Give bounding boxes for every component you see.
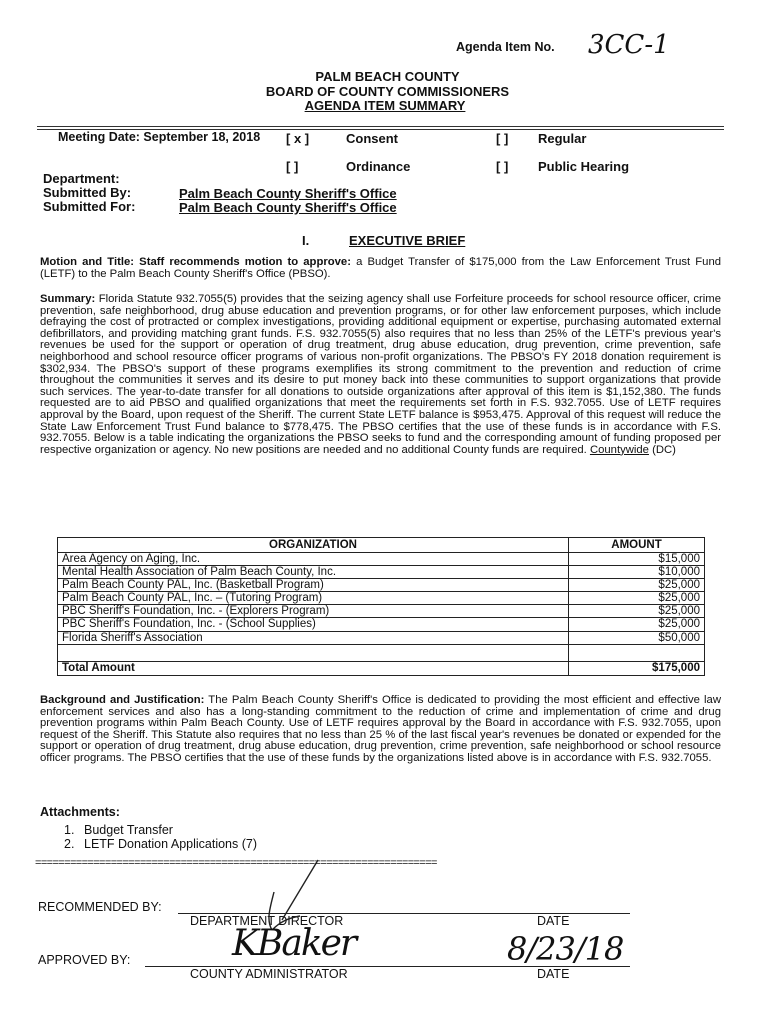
approved-signature: KBaker (232, 923, 356, 964)
table-row (58, 605, 705, 618)
table-row (58, 566, 705, 579)
background-label: Background and Justification: (40, 694, 205, 706)
motion-label: Motion and Title: Staff recommends motion to approve: (40, 256, 351, 268)
table-blank-row (58, 644, 705, 661)
list-item-number: 2. (64, 836, 75, 851)
ordinance-checkbox: [ ] (286, 159, 299, 174)
approved-by-label: APPROVED BY: (38, 953, 131, 967)
section-number: I. (302, 233, 310, 248)
total-label: Total Amount (58, 661, 569, 675)
organization-header: ORGANIZATION (58, 538, 569, 553)
approved-date-handwritten: 8/23/18 (507, 930, 624, 968)
submitted-for-value: Palm Beach County Sheriff's Office (179, 200, 397, 215)
blank-cell (58, 644, 569, 661)
list-item-text: LETF Donation Applications (7) (84, 836, 258, 851)
summary-text: Florida Statute 932.7055(5) provides that the seizing agency shall use Forfeiture proceeds for school resource officer, crime prevention, safe neighborhood, drug abuse education and prevention programs, or for other law enforcement purposes, which include defraying the cost of protracted or complex investigations, providing additional equipment or expertise, purchasing automated external defibrillators, and providing matching grant funds. F.S. 932.7055(5) also requires that no less than 25% of the LETF's previous year's revenues be used for the support or operation of drug treatment, drug abuse education, drug prevention, crime prevention, safe neighborhood and school resource officer programs of various non-profit organizations. The PBSO's FY 2018 donation requirement is $302,934. The PBSO's support of these programs exemplifies its strong commitment to the prevention and reduction of crime throughout the communities it serves and its desire to put money back into these communities to support organizations that provide such services. The year-to-date transfer for all donations to outside organizations after approval of this item is $1,152,380. The funds requested are to aid PBSO and qualified organizations that meet the requirements set forth in F.S. 932.7055. Use of LETF requires approval by the Board, upon request of the Sheriff. The current State LETF balance is $953,475. Approval of this request will reduce the State Law Enforcement Trust Fund balance to $778,475. The PBSO certifies that the use of these funds is in accordance with F.S. 932.7055. Below is a table indicating the organizations the PBSO seeks to fund and the corresponding amount of funding proposed per respective organization or agency. No new positions are needed and no additional County funds are required. (40, 293, 721, 456)
public-hearing-checkbox: [ ] (496, 159, 509, 174)
organization-cell: PBC Sheriff's Foundation, Inc. - (School Supplies) (58, 618, 569, 631)
submitted-for-label: Submitted For: (43, 199, 136, 214)
summary-paragraph (40, 294, 721, 456)
consent-checkbox: [ x ] (286, 131, 310, 146)
amount-header: AMOUNT (569, 538, 705, 553)
summary-title: AGENDA ITEM SUMMARY (304, 98, 466, 114)
meeting-date: Meeting Date: September 18, 2018 (58, 130, 261, 144)
amount-cell: $15,000 (569, 553, 705, 566)
list-item (64, 824, 257, 838)
amount-cell: $25,000 (569, 618, 705, 631)
organization-cell: Palm Beach County PAL, Inc. – (Tutoring Program) (58, 592, 569, 605)
amount-cell: $25,000 (569, 579, 705, 592)
regular-label: Regular (538, 131, 587, 146)
amount-cell: $50,000 (569, 631, 705, 644)
amount-cell: $25,000 (569, 605, 705, 618)
date-label-2: DATE (537, 967, 570, 981)
summary-tail: (DC) (648, 443, 676, 456)
department-label: Department: (43, 171, 120, 186)
funding-table (57, 537, 705, 676)
organization-cell: Area Agency on Aging, Inc. (58, 553, 569, 566)
agenda-item-number: 3CC-1 (588, 30, 670, 60)
amount-cell: $25,000 (569, 592, 705, 605)
public-hearing-label: Public Hearing (538, 159, 630, 174)
motion-text: a Budget Transfer of $175,000 from the Law Enforcement Trust Fund (LETF) to the Palm Beach County Sheriff's Office (PBSO). (40, 256, 722, 280)
countywide-text: Countywide (589, 443, 649, 456)
document-header (0, 70, 770, 114)
motion-paragraph (40, 257, 721, 280)
submitted-by-value: Palm Beach County Sheriff's Office (179, 186, 397, 201)
table-total-row (58, 661, 705, 675)
submitted-by-label: Submitted By: (43, 185, 132, 200)
county-administrator-label: COUNTY ADMINISTRATOR (190, 967, 348, 981)
ordinance-label: Ordinance (346, 159, 411, 174)
blank-cell (569, 644, 705, 661)
organization-cell: Mental Health Association of Palm Beach County, Inc. (58, 566, 569, 579)
amount-cell: $10,000 (569, 566, 705, 579)
table-header-row (58, 538, 705, 553)
board-name: BOARD OF COUNTY COMMISSIONERS (265, 83, 510, 99)
summary-label: Summary: (40, 293, 96, 305)
total-amount: $175,000 (569, 661, 705, 675)
table-row (58, 618, 705, 631)
organization-cell: Palm Beach County PAL, Inc. (Basketball Program) (58, 579, 569, 592)
consent-label: Consent (346, 131, 398, 146)
attachments-list (64, 824, 257, 851)
header-rule-top (37, 126, 724, 127)
list-item-number: 1. (64, 823, 75, 837)
table-row (58, 592, 705, 605)
recommended-by-label: RECOMMENDED BY: (38, 900, 162, 914)
regular-checkbox: [ ] (496, 131, 509, 146)
list-item-text: Budget Transfer (84, 823, 173, 837)
table-row (58, 631, 705, 644)
date-label-1: DATE (537, 914, 570, 928)
list-item (64, 838, 257, 852)
section-title: EXECUTIVE BRIEF (349, 233, 466, 248)
background-text: The Palm Beach County Sheriff's Office is dedicated to providing the most efficient and effective law enforcement services and also has a long-standing commitment to the reduction of crime and implementation of crime and drug prevention programs within Palm Beach County. Use of LETF requires approval by the Board in accordance with F.S. 932.7055, upon request of the Sheriff. This Statute also requires that no less than 25 % of the last fiscal year's revenues be donated or expended for the support or operation of drug treatment, drug abuse education, drug prevention, crime prevention, safe neighborhood or school resource officer programs. The PBSO certifies that the use of these funds by the organizations listed above is in accordance with F.S. 932.7055. (40, 694, 721, 764)
attachments-label: Attachments: (40, 805, 120, 819)
table-row (58, 553, 705, 566)
agenda-item-label: Agenda Item No. (456, 40, 555, 54)
county-name: PALM BEACH COUNTY (315, 69, 460, 84)
table-row (58, 579, 705, 592)
separator-line: ===================================================================== (35, 857, 437, 869)
organization-cell: PBC Sheriff's Foundation, Inc. - (Explorers Program) (58, 605, 569, 618)
organization-cell: Florida Sheriff's Association (58, 631, 569, 644)
department-director-label: DEPARTMENT DIRECTOR (190, 914, 344, 928)
background-paragraph (40, 695, 721, 765)
